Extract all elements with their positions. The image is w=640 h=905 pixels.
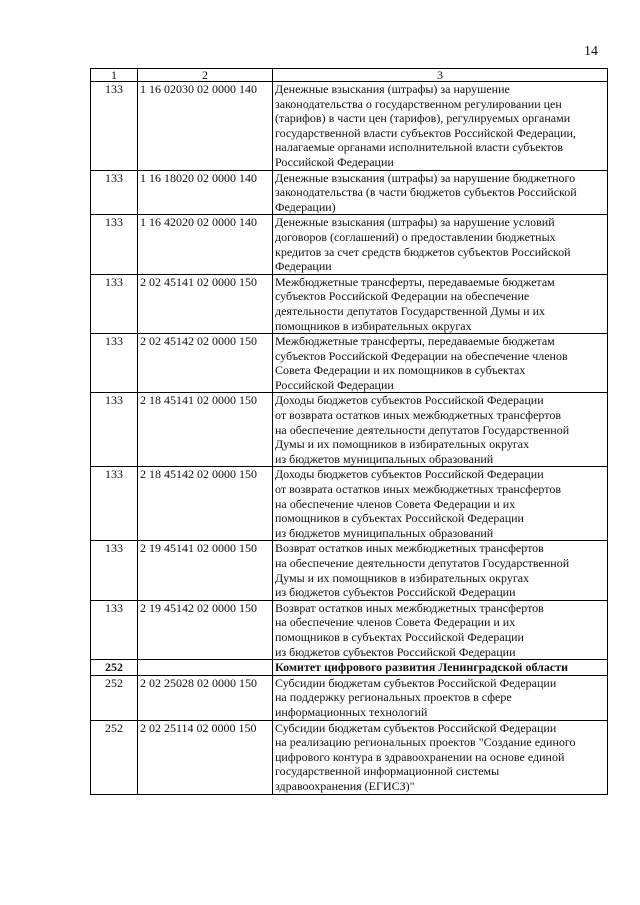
admin-code-cell: 133 [91,600,138,659]
table-row [91,720,608,794]
budget-codes-table [90,68,608,795]
description-cell [273,720,608,794]
admin-code-cell: 252 [91,720,138,794]
table-row [91,82,608,171]
description-line: Денежные взыскания (штрафы) за нарушение бюджетного [275,170,576,185]
description-line: субъектов Российской Федерации на обеспечение членов [275,348,568,363]
description-line: из бюджетов муниципальных образований [275,525,494,540]
description-cell [273,393,608,467]
description-line: цифрового контура в здравоохранении на основе единой [275,749,565,764]
budget-classification-code-cell: 1 16 42020 02 0000 140 [138,215,273,274]
description-cell [273,274,608,333]
description-line: от возврата остатков иных межбюджетных трансфертов [275,408,561,423]
admin-code-cell: 133 [91,541,138,600]
admin-code-cell: 252 [91,675,138,720]
description-cell [273,467,608,541]
description-line: Субсидии бюджетам субъектов Российской Федерации [275,720,557,735]
budget-classification-code-cell: 2 18 45141 02 0000 150 [138,393,273,467]
budget-classification-code-cell: 2 19 45141 02 0000 150 [138,541,273,600]
description-line: законодательства о государственном регулировании цен [275,96,562,111]
description-line: из бюджетов субъектов Российской Федерации [275,644,516,659]
admin-code-cell: 133 [91,215,138,274]
description-line: из бюджетов субъектов Российской Федерации [275,585,516,600]
description-line: кредитов за счет средств бюджетов субъектов Российской [275,244,571,259]
description-line: Доходы бюджетов субъектов Российской Федерации [275,467,544,482]
table-row [91,393,608,467]
admin-code-cell: 252 [91,660,138,676]
description-line: помощников в субъектах Российской Федерации [275,511,524,526]
description-line: Федерации) [275,199,336,214]
description-line: здравоохранения (ЕГИСЗ)" [275,778,415,793]
description-line: Федерации [275,259,332,274]
description-cell [273,600,608,659]
description-line: на обеспечение членов Совета Федерации и их [275,496,516,511]
description-line: деятельности депутатов Государственной Думы и их [275,303,546,318]
description-cell [273,215,608,274]
table-row [91,541,608,600]
description-line: Денежные взыскания (штрафы) за нарушение [275,82,510,96]
description-cell [273,675,608,720]
table-row [91,215,608,274]
description-line: государственной власти субъектов Российской Федерации, [275,125,576,140]
table-row [91,334,608,393]
description-line: Денежные взыскания (штрафы) за нарушение условий [275,215,555,230]
description-line: налагаемые органами исполнительной власти субъектов [275,140,564,155]
header-col-3: 3 [273,69,608,82]
description-line: субъектов Российской Федерации на обеспечение [275,289,530,304]
budget-classification-code-cell: 2 02 25028 02 0000 150 [138,675,273,720]
description-line: на обеспечение деятельности депутатов Государственной [275,422,570,437]
description-line: помощников в субъектах Российской Федерации [275,629,524,644]
description-line: государственной информационной системы [275,764,500,779]
table-row [91,170,608,215]
description-line: информационных технологий [275,704,428,719]
table-body [91,82,608,795]
description-cell [273,334,608,393]
description-line: Возврат остатков иных межбюджетных трансфертов [275,541,544,556]
description-line: из бюджетов муниципальных образований [275,451,494,466]
table-row [91,467,608,541]
table-group-row [91,660,608,676]
description-line: (тарифов) в части цен (тарифов), регулируемых органами [275,111,571,126]
description-line: на поддержку региональных проектов в сфере [275,690,512,705]
description-line: помощников в избирательных округах [275,318,472,333]
admin-code-cell: 133 [91,274,138,333]
header-col-1: 1 [91,69,138,82]
budget-classification-code-cell: 1 16 02030 02 0000 140 [138,82,273,171]
admin-code-cell: 133 [91,393,138,467]
description-line: Российской Федерации [275,154,394,169]
description-cell [273,541,608,600]
page-number: 14 [584,44,598,59]
description-line: Доходы бюджетов субъектов Российской Федерации [275,393,544,408]
description-line: на обеспечение членов Совета Федерации и их [275,615,516,630]
description-cell [273,660,608,676]
description-cell [273,82,608,171]
table-row [91,600,608,659]
description-line: Думы и их помощников в избирательных округах [275,437,530,452]
description-line: Комитет цифрового развития Ленинградской области [275,660,569,675]
table-row [91,675,608,720]
description-line: договоров (соглашений) о предоставлении бюджетных [275,229,556,244]
description-line: Межбюджетные трансферты, передаваемые бюджетам [275,274,555,289]
header-col-2: 2 [138,69,273,82]
budget-classification-code-cell: 1 16 18020 02 0000 140 [138,170,273,215]
admin-code-cell: 133 [91,467,138,541]
budget-classification-code-cell: 2 02 25114 02 0000 150 [138,720,273,794]
budget-classification-code-cell: 2 02 45142 02 0000 150 [138,334,273,393]
budget-classification-code-cell: 2 18 45142 02 0000 150 [138,467,273,541]
table-header-row [91,69,608,82]
admin-code-cell: 133 [91,82,138,171]
budget-classification-code-cell [138,660,273,676]
admin-code-cell: 133 [91,170,138,215]
description-line: Возврат остатков иных межбюджетных трансфертов [275,600,544,615]
description-line: Межбюджетные трансферты, передаваемые бюджетам [275,334,555,349]
admin-code-cell: 133 [91,334,138,393]
description-cell [273,170,608,215]
description-line: Думы и их помощников в избирательных округах [275,570,530,585]
description-line: Совета Федерации и их помощников в субъектах [275,363,526,378]
description-line: законодательства (в части бюджетов субъектов Российской [275,185,577,200]
description-line: Субсидии бюджетам субъектов Российской Федерации [275,675,557,690]
budget-classification-code-cell: 2 02 45141 02 0000 150 [138,274,273,333]
description-line: на реализацию региональных проектов "Создание единого [275,735,576,750]
description-line: на обеспечение деятельности депутатов Государственной [275,556,570,570]
description-line: Российской Федерации [275,377,394,392]
table-row [91,274,608,333]
description-line: от возврата остатков иных межбюджетных трансфертов [275,482,561,497]
budget-classification-code-cell: 2 19 45142 02 0000 150 [138,600,273,659]
